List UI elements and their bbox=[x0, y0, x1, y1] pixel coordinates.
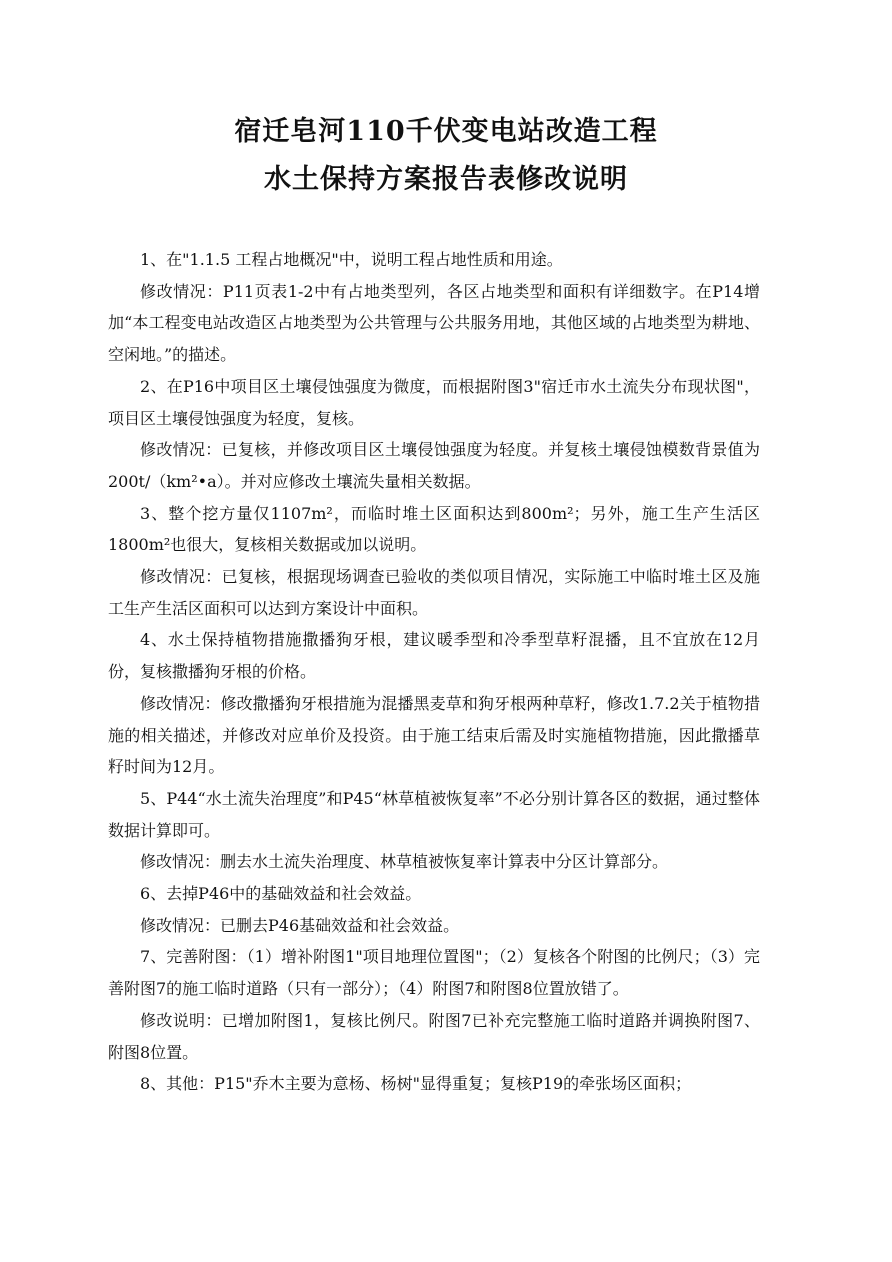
paragraph-revision-2: 修改情况：已复核，并修改项目区土壤侵蚀强度为轻度。并复核土壤侵蚀模数背景值为200t/（km²•a）。并对应修改土壤流失量相关数据。 bbox=[108, 440, 760, 491]
paragraph-revision-6: 修改情况：已删去P46基础效益和社会效益。 bbox=[140, 915, 460, 935]
paragraph-item-3: 3、整个挖方量仅1107m²，而临时堆土区面积达到800m²；另外，施工生产生活区1800m²也很大，复核相关数据或加以说明。 bbox=[108, 503, 760, 555]
paragraph-revision-5: 修改情况：删去水土流失治理度、林草植被恢复率计算表中分区计算部分。 bbox=[140, 852, 669, 872]
document-title bbox=[0, 108, 892, 204]
paragraph-revision-1: 修改情况：P11页表1-2中有占地类型列，各区占地类型和面积有详细数字。在P14增加“本工程变电站改造区占地类型为公共管理与公共服务用地，其他区域的占地类型为耕地、空闲地。”的描述。 bbox=[108, 281, 760, 365]
paragraph-item-4: 4、水土保持植物措施撒播狗牙根，建议暖季型和冷季型草籽混播，且不宜放在12月份，复核撒播狗牙根的价格。 bbox=[108, 630, 760, 682]
paragraph-item-7: 7、完善附图：（1）增补附图1"项目地理位置图"；（2）复核各个附图的比例尺；（3）完善附图7的施工临时道路（只有一部分）；（4）附图7和附图8位置放错了。 bbox=[108, 947, 760, 999]
paragraph-item-8: 8、其他：P15"乔木主要为意杨、杨树"显得重复；复核P19的牵张场区面积； bbox=[140, 1074, 692, 1094]
paragraph-revision-3: 修改情况：已复核，根据现场调查已验收的类似项目情况，实际施工中临时堆土区及施工生产生活区面积可以达到方案设计中面积。 bbox=[108, 567, 760, 618]
title-line-subject: 水土保持方案报告表修改说明 bbox=[264, 164, 628, 195]
paragraph-item-1: 1、在"1.1.5 工程占地概况"中，说明工程占地性质和用途。 bbox=[140, 250, 563, 269]
document-body bbox=[108, 244, 760, 1100]
paragraph-item-2: 2、在P16中项目区土壤侵蚀强度为微度，而根据附图3"宿迁市水土流失分布现状图"，项目区土壤侵蚀强度为轻度，复核。 bbox=[108, 376, 760, 428]
paragraph-revision-7: 修改说明：已增加附图1，复核比例尺。附图7已补充完整施工临时道路并调换附图7、附图8位置。 bbox=[108, 1010, 760, 1062]
title-line-project: 宿迁皂河110千伏变电站改造工程 bbox=[234, 116, 658, 147]
paragraph-revision-4: 修改情况：修改撒播狗牙根措施为混播黑麦草和狗牙根两种草籽，修改1.7.2关于植物措施的相关描述，并修改对应单价及投资。由于施工结束后需及时实施植物措施，因此撒播草籽时间为12月。 bbox=[108, 693, 760, 777]
paragraph-item-5: 5、P44“水土流失治理度”和P45“林草植被恢复率”不必分别计算各区的数据，通过整体数据计算即可。 bbox=[108, 788, 760, 840]
paragraph-item-6: 6、去掉P46中的基础效益和社会效益。 bbox=[140, 884, 422, 904]
